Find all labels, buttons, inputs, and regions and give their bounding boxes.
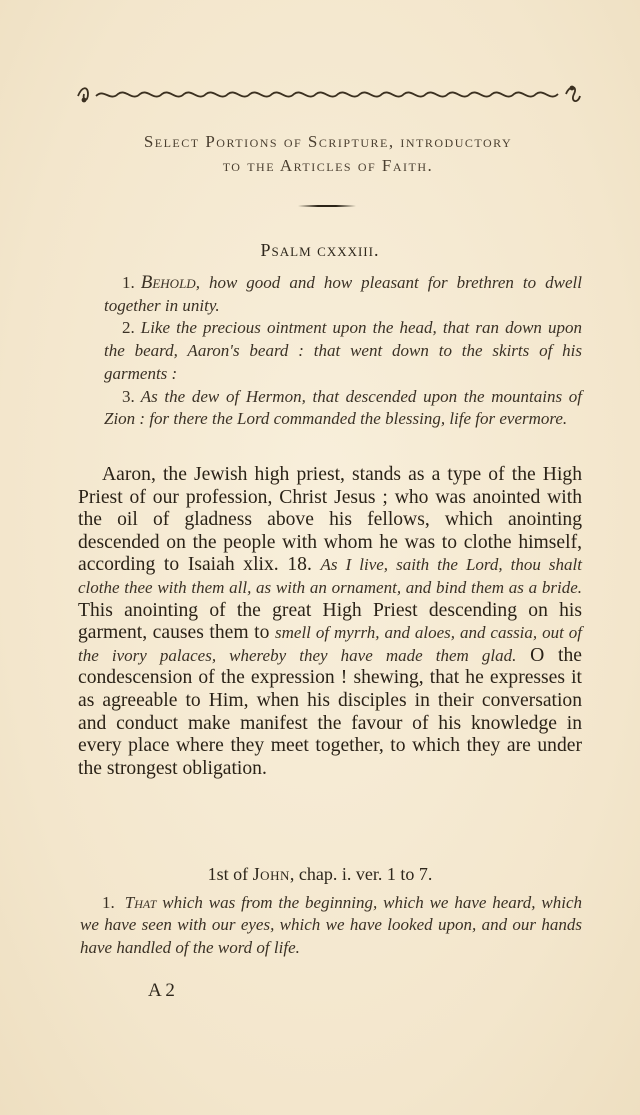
title-prefix: 1st of	[207, 864, 249, 884]
verse-number: 3.	[122, 386, 135, 406]
commentary-paragraph	[78, 464, 582, 780]
verse-text: , how good and how pleasant for brethren to dwell together in unity.	[104, 273, 582, 315]
john-verse-1	[80, 892, 582, 959]
verse-number: 1.	[122, 273, 135, 292]
title-reference: , chap. i. ver. 1 to 7.	[289, 864, 433, 884]
verse-2	[104, 317, 582, 385]
verse-1	[104, 272, 582, 317]
john-passage-title	[0, 864, 640, 885]
divider-rule	[298, 204, 356, 208]
section-heading-line-2: to the Articles of Faith.	[222, 156, 434, 175]
verse-text: which was from the beginning, which we have heard, which we have seen with our eyes, which we have looked upon, and our hands have handled of the word of life.	[80, 893, 583, 957]
verse-text: Like the precious ointment upon the head, that ran down upon the beard, Aaron's beard : that went down to the skirts of his garments :	[104, 318, 582, 383]
commentary-text: O the condescension of the expression ! shewing, that he expresses it as agreeable to Him, when his disciples in their conversation and conduct make manifest the favour of his knowledge in every place where they meet together, to which they are under the strongest obligation.	[78, 644, 582, 779]
verse-text: As the dew of Hermon, that descended upon the mountains of Zion : for there the Lord commanded the blessing, life for evermore.	[104, 386, 582, 429]
scripture-quote: smell of myrrh, and aloes, and cassia, out of the ivory palaces, whereby they have made them glad.	[78, 623, 582, 665]
section-heading-line-1: Select Portions of Scripture, introductory	[143, 132, 513, 151]
psalm-verses	[104, 272, 582, 431]
verse-3	[104, 386, 582, 431]
verse-lead-word: That	[124, 893, 157, 912]
verse-lead-word: Behold	[140, 272, 196, 293]
scroll-ornament-icon	[74, 80, 582, 108]
signature-mark: A 2	[148, 980, 175, 1001]
verse-number: 2.	[122, 318, 135, 338]
scripture-quote: As I live, saith the Lord, thou shalt clothe thee with them all, as with an ornament, and bind them as a bride.	[78, 555, 582, 597]
commentary-text: Aaron, the Jewish high priest, stands as a type of the High Priest of our profession, Christ Jesus ; who was anointed with the oil of gladness above his fellows, which anointing descended on the people with whom he was to clothe himself, according to Isaiah xlix. 18.	[78, 464, 582, 576]
commentary-text: This anointing of the great High Priest descending on his garment, causes them to	[78, 599, 582, 644]
psalm-title: Psalm cxxxiii.	[260, 240, 380, 260]
verse-number: 1.	[102, 893, 115, 912]
title-book-name: John	[252, 864, 290, 884]
